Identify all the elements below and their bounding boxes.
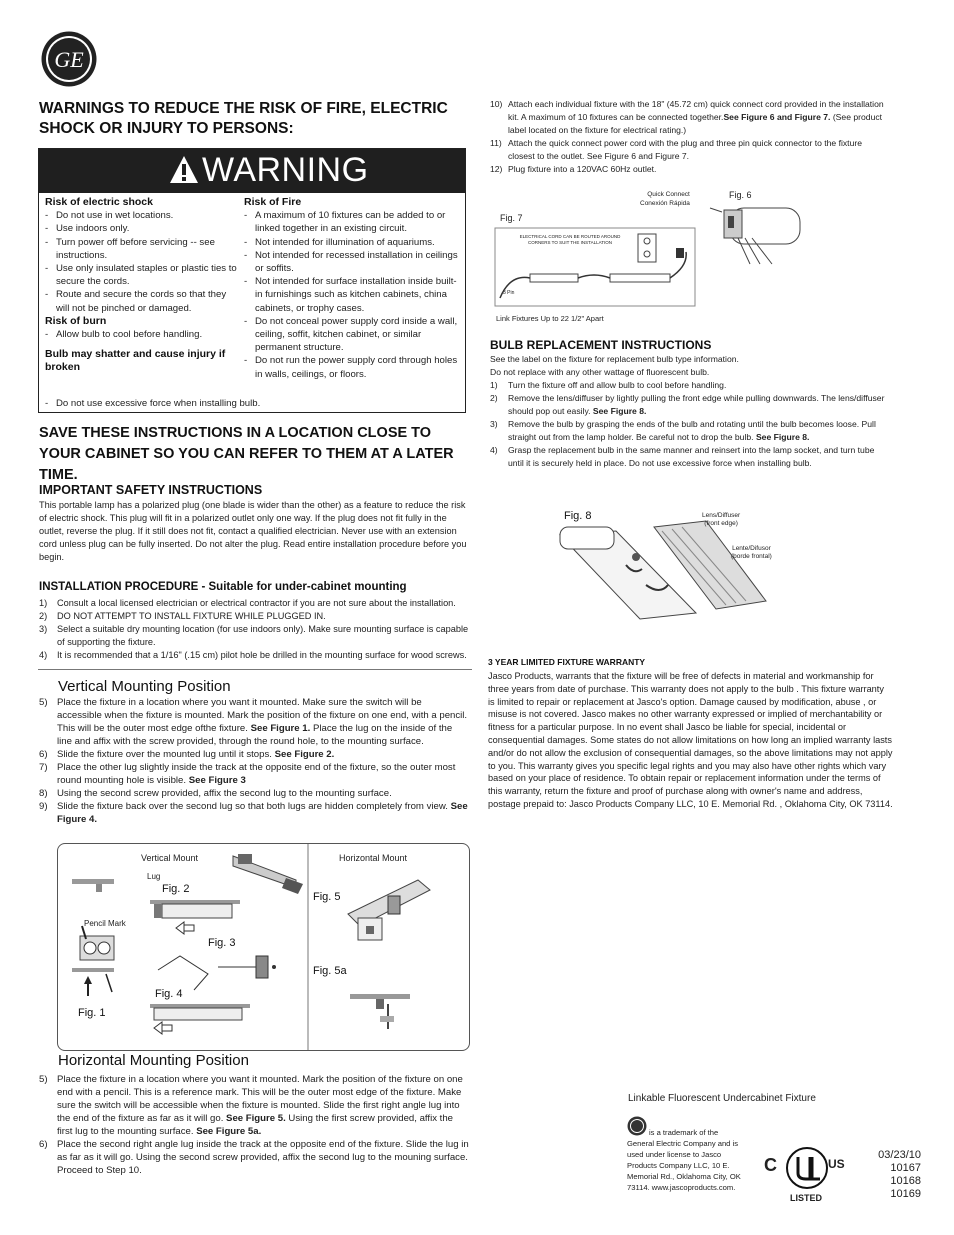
step-text: It is recommended that a 1/16" (.15 cm) pilot hole be drilled in the mounting surface for wood screws. xyxy=(57,650,467,660)
step-text: DO NOT ATTEMPT TO INSTALL FIXTURE WHILE PLUGGED IN. xyxy=(57,611,326,621)
fig4-label: Fig. 4 xyxy=(155,988,183,1000)
horizontal-steps xyxy=(39,1073,469,1177)
list-item: - Use indoors only. xyxy=(45,222,241,235)
figure-reference: See Figure 5. xyxy=(226,1113,286,1124)
list-item: - Not intended for recessed installation in ceilings or soffits. xyxy=(244,249,462,275)
warning-right-column xyxy=(244,196,462,381)
step-item xyxy=(39,1073,469,1138)
link-steps xyxy=(490,98,890,176)
step-number: 6) xyxy=(39,1139,48,1150)
fig6-label: Fig. 6 xyxy=(729,190,752,200)
list-item: - Do not conceal power supply cord inside a wall, ceiling, soffit, kitchen cabinet, or similar permanent structure. xyxy=(244,315,462,355)
cord-note-line2: CORNERS TO SUIT THE INSTALLATION xyxy=(527,240,613,245)
product-name: Linkable Fluorescent Undercabinet Fixture xyxy=(628,1093,816,1104)
fig5-label: Fig. 5 xyxy=(313,891,341,903)
step-number: 3) xyxy=(490,419,498,429)
step-text: Using the second screw provided, affix the second lug to the mounting surface. xyxy=(57,788,392,799)
figure-reference: See Figure 8. xyxy=(755,432,810,442)
step-number: 4) xyxy=(490,445,498,455)
list-item: - Turn power off before servicing -- see instructions. xyxy=(45,236,241,262)
shatter-list xyxy=(45,397,445,410)
warning-triangle-icon xyxy=(169,155,199,185)
burn-list xyxy=(45,328,241,341)
figure-6-7 xyxy=(490,186,890,326)
install-steps xyxy=(39,597,471,662)
list-item: - Not intended for surface installation inside built-in furnishings such as kitchen cabinets, china cabinets, or trophy cases. xyxy=(244,275,462,315)
step-number: 3) xyxy=(39,624,48,634)
step-number: 1) xyxy=(490,380,498,390)
bulb-intro-line1: See the label on the fixture for replacement bulb type information. xyxy=(490,354,739,364)
step-text: Plug fixture into a 120VAC 60Hz outlet. xyxy=(508,164,657,174)
install-title-main: INSTALLATION PROCEDURE xyxy=(39,581,199,593)
figure-reference: See Figure 3 xyxy=(188,775,246,786)
step-item xyxy=(39,610,471,623)
step-text: Slide the fixture over the mounted lug until it stops. xyxy=(57,749,275,760)
step-number: 12) xyxy=(490,164,503,174)
list-item: - Do not use excessive force when installing bulb. xyxy=(45,397,445,410)
fire-list xyxy=(244,209,462,381)
step-item xyxy=(39,597,471,610)
figure-reference: See Figure 5a. xyxy=(196,1126,262,1137)
step-text: (See product label located on the fixture for electrical rating.) xyxy=(508,112,883,135)
horizontal-mount-label: Horizontal Mount xyxy=(339,853,408,863)
install-title-suffix: - Suitable for under-cabinet mounting xyxy=(198,581,407,593)
lug-label: Lug xyxy=(147,872,161,881)
step-number: 5) xyxy=(39,1074,48,1085)
fire-title: Risk of Fire xyxy=(244,196,302,208)
step-text: Attach each individual fixture with the 18" (45.72 cm) quick connect cord provided in the installation kit. A maximum of 10 fixtures can be connected together. xyxy=(508,99,884,122)
step-item xyxy=(39,761,469,787)
vertical-mount-label: Vertical Mount xyxy=(141,853,199,863)
cord-routing-note xyxy=(510,234,630,246)
step-number: 5) xyxy=(39,697,48,708)
lente-label-line1: Lente/Difusor xyxy=(732,545,771,552)
ge-logo xyxy=(40,30,98,88)
step-text: Grasp the replacement bulb in the same manner and reinsert into the lamp socket, and turn tube until it is securely held in place. Do not use excessive force when installing bulb. xyxy=(508,445,875,468)
step-text: Place the lug on the inside of the line and affix with the screw provided, through the round hole, to the mounting surface. xyxy=(57,723,453,747)
date: 03/23/10 xyxy=(878,1149,921,1161)
list-item: - Use only insulated staples or plastic ties to secure the cords. xyxy=(45,262,241,288)
step-number: 2) xyxy=(39,611,48,621)
step-item xyxy=(39,696,469,748)
link-caption: Link Fixtures Up to 22 1/2" Apart xyxy=(496,314,604,323)
step-number: 11) xyxy=(490,138,502,148)
step-number: 4) xyxy=(39,650,48,660)
quick-connect-en: Quick Connect xyxy=(647,191,690,198)
lens-label xyxy=(702,512,740,528)
lente-label-line2: (borde frontal) xyxy=(731,553,772,560)
trademark-text: is a trademark of the General Electric Company and is used under license to Jasco Products Company LLC, 10 E. Memorial Rd., Oklahoma City, OK 73114. www.jascoproducts.com. xyxy=(627,1128,741,1192)
bulb-intro xyxy=(490,353,890,470)
warranty-text: Jasco Products, warrants that the fixture will be free of defects in material and workmanship for three years from date of purchase. This warranty does not apply to the bulb . This fixture warranty is limited to repair or replacement at Jasco's option. Damage caused by modification, abuse , or misuse is not covered. Jasco makes no other warranty expressed or implied of merchantability or fitness for a particular purpose. In no event shall Jasco be liable for special, incidental or consequential damages. Some states do not allow limitations on how long an implied warranty lasts and/or do not allow the exclusion of consequential damages, so the above limitations may not apply to you. This warranty gives you specific legal rights and you may also have other rights which vary based on your place of residence. To obtain repair or replacement information under the terms of this warranty, return the fixture and proof of purchase along with owner's name and address, postage prepaid to: Jasco Products Company LLC, 10 E. Memorial Rd. , Oklahoma City, OK 73114. xyxy=(488,671,893,809)
shatter-title: Bulb may shatter and cause injury if broken xyxy=(45,348,226,374)
bulb-intro-line2: Do not replace with any other wattage of fluorescent bulb. xyxy=(490,367,710,377)
burn-title: Risk of burn xyxy=(45,314,107,327)
step-text: Place the fixture in a location where you want it mounted. Mark the position of the fixture on one end with a pencil. This is a reference mark. This will be the outer most edge of the fixture. Make sure the switch will be accessible when the fixture is mounted. Slide the first right angle lug into the end of the fixture as far as it will go. xyxy=(57,1074,463,1124)
safety-title: IMPORTANT SAFETY INSTRUCTIONS xyxy=(39,483,263,497)
step-text: Place the other lug slightly inside the track at the opposite end of the fixture, so the outer most round mounting hole is visible. xyxy=(57,762,456,786)
ul-c: C xyxy=(764,1155,777,1175)
step-text: Using the first screw provided, affix the first lug to the mounting surface. xyxy=(57,1113,454,1137)
fig8-label: Fig. 8 xyxy=(564,510,592,522)
horizontal-title: Horizontal Mounting Position xyxy=(58,1052,249,1069)
quick-connect-label xyxy=(640,190,690,208)
shatter-list-wrap xyxy=(45,397,445,410)
step-item xyxy=(490,444,890,470)
step-text: Slide the fixture back over the second lug so that both lugs are hidden completely from view. xyxy=(57,801,451,812)
quick-connect-es: Conexión Rápida xyxy=(640,200,690,207)
ul-listed-mark xyxy=(764,1143,850,1207)
list-item: - Allow bulb to cool before handling. xyxy=(45,328,241,341)
cord-note-line1: ELECTRICAL CORD CAN BE ROUTED AROUND xyxy=(519,234,621,239)
figure-reference: See Figure 1. xyxy=(250,723,311,734)
figure-reference: See Figure 2. xyxy=(274,749,335,760)
fig1-label: Fig. 1 xyxy=(78,1007,106,1019)
step-item xyxy=(490,379,890,392)
step-item xyxy=(490,98,890,137)
step-item xyxy=(39,1138,469,1177)
step-item xyxy=(39,623,471,649)
step-item xyxy=(39,649,471,662)
step-item xyxy=(490,137,890,163)
svg-text:GE: GE xyxy=(54,47,84,72)
lente-label xyxy=(731,545,772,561)
step-number: 10) xyxy=(490,99,503,109)
mounting-figure xyxy=(57,843,470,1051)
step-item xyxy=(490,418,890,444)
save-instructions-note: SAVE THESE INSTRUCTIONS IN A LOCATION CLOSE TO YOUR CABINET SO YOU CAN REFER TO THEM AT A LATER TIME. xyxy=(39,425,454,483)
step-item xyxy=(39,748,469,761)
figure-reference: See Figure 6 and Figure 7. xyxy=(723,112,831,122)
step-text: Remove the lens/diffuser by lightly pulling the front edge while pulling downwards. The lens/diffuser should pop out easily. xyxy=(508,393,885,416)
model-3: 10169 xyxy=(890,1188,921,1200)
ul-us: US xyxy=(828,1157,845,1171)
vertical-title: Vertical Mounting Position xyxy=(58,678,231,695)
list-item: - Do not run the power supply cord through holes in walls, ceilings, or floors. xyxy=(244,354,462,380)
vertical-steps xyxy=(39,696,469,826)
step-item xyxy=(39,787,469,800)
model-1: 10167 xyxy=(890,1162,921,1174)
warnings-heading: WARNINGS TO REDUCE THE RISK OF FIRE, ELECTRIC SHOCK OR INJURY TO PERSONS: xyxy=(39,100,448,137)
step-number: 2) xyxy=(490,393,498,403)
lens-label-line2: (front edge) xyxy=(704,520,738,527)
step-item xyxy=(39,800,469,826)
fig3-label: Fig. 3 xyxy=(208,937,236,949)
fig2-label: Fig. 2 xyxy=(162,883,190,895)
pencil-mark-label: Pencil Mark xyxy=(84,919,126,928)
step-number: 8) xyxy=(39,788,48,799)
shock-list xyxy=(45,209,241,315)
figure-reference: See Figure 4. xyxy=(57,801,468,825)
list-item: - Route and secure the cords so that they will not be pinched or damaged. xyxy=(45,288,241,314)
ul-listed: LISTED xyxy=(790,1193,823,1203)
fig5a-label: Fig. 5a xyxy=(313,965,347,977)
step-item xyxy=(490,163,890,176)
lens-label-line1: Lens/Diffuser xyxy=(702,512,741,519)
safety-text: This portable lamp has a polarized plug (one blade is wider than the other) as a feature to reduce the risk of electric shock. This plug will fit in a polarized outlet only one way. If the plug does not fit fully in the outlet, reverse the plug. If it still does not fit, contact a qualified electrician. Never use with an extension cord unless plug can be fully inserted. Do not alter the plug. Read entire installation procedure before you begin. xyxy=(39,500,467,562)
step-number: 1) xyxy=(39,598,48,608)
fig7-label: Fig. 7 xyxy=(500,213,523,223)
three-pin-label: 3 Pin xyxy=(503,290,515,296)
list-item: - Not intended for illumination of aquariums. xyxy=(244,236,462,249)
install-title xyxy=(39,581,469,593)
divider xyxy=(38,669,472,670)
shock-title: Risk of electric shock xyxy=(45,196,153,208)
warning-box xyxy=(38,148,466,413)
date-models xyxy=(851,1149,921,1201)
warning-banner-text: WARNING xyxy=(202,151,369,189)
step-number: 9) xyxy=(39,801,48,812)
figure-reference: See Figure 8. xyxy=(592,406,647,416)
figure-8 xyxy=(556,505,786,627)
step-text: Place the fixture in a location where you want it mounted. Make sure the switch will be accessible when the fixture is mounted. Mark the position of the fixture on one end, with a pencil. This will be the outer most edge ofthe fixture. xyxy=(57,697,468,734)
bulb-title: BULB REPLACEMENT INSTRUCTIONS xyxy=(490,338,712,352)
step-number: 6) xyxy=(39,749,48,760)
step-text: Attach the quick connect power cord with the plug and three pin quick connector to the fixture closest to the outlet. See Figure 6 and Figure 7. xyxy=(508,138,862,161)
warranty-title: 3 YEAR LIMITED FIXTURE WARRANTY xyxy=(488,657,646,667)
warning-banner xyxy=(39,149,465,193)
step-number: 7) xyxy=(39,762,48,773)
step-text: Turn the fixture off and allow bulb to cool before handling. xyxy=(508,380,727,390)
list-item: - A maximum of 10 fixtures can be added to or linked together in an existing circuit. xyxy=(244,209,462,235)
model-2: 10168 xyxy=(890,1175,921,1187)
step-item xyxy=(490,392,890,418)
step-text: Remove the bulb by grasping the ends of the bulb and rotating until the bulb becomes loose. Pull straight out from the lamp holder. Be careful not to drop the bulb. xyxy=(508,419,876,442)
list-item: - Do not use in wet locations. xyxy=(45,209,241,222)
step-text: Place the second right angle lug inside the track at the opposite end of the fixture. Slide the lug in as far as it will go. Using the second screw provided, affix the second lug to the mouning surface. Proceed to Step 10. xyxy=(57,1139,469,1176)
step-text: Consult a local licensed electrician or electrical contractor if you are not sure about the installation. xyxy=(57,598,456,608)
step-text: Select a suitable dry mounting location (for use indoors only). Make sure mounting surface is capable of supporting the fixture. xyxy=(57,624,469,647)
warning-left-column xyxy=(45,196,241,375)
